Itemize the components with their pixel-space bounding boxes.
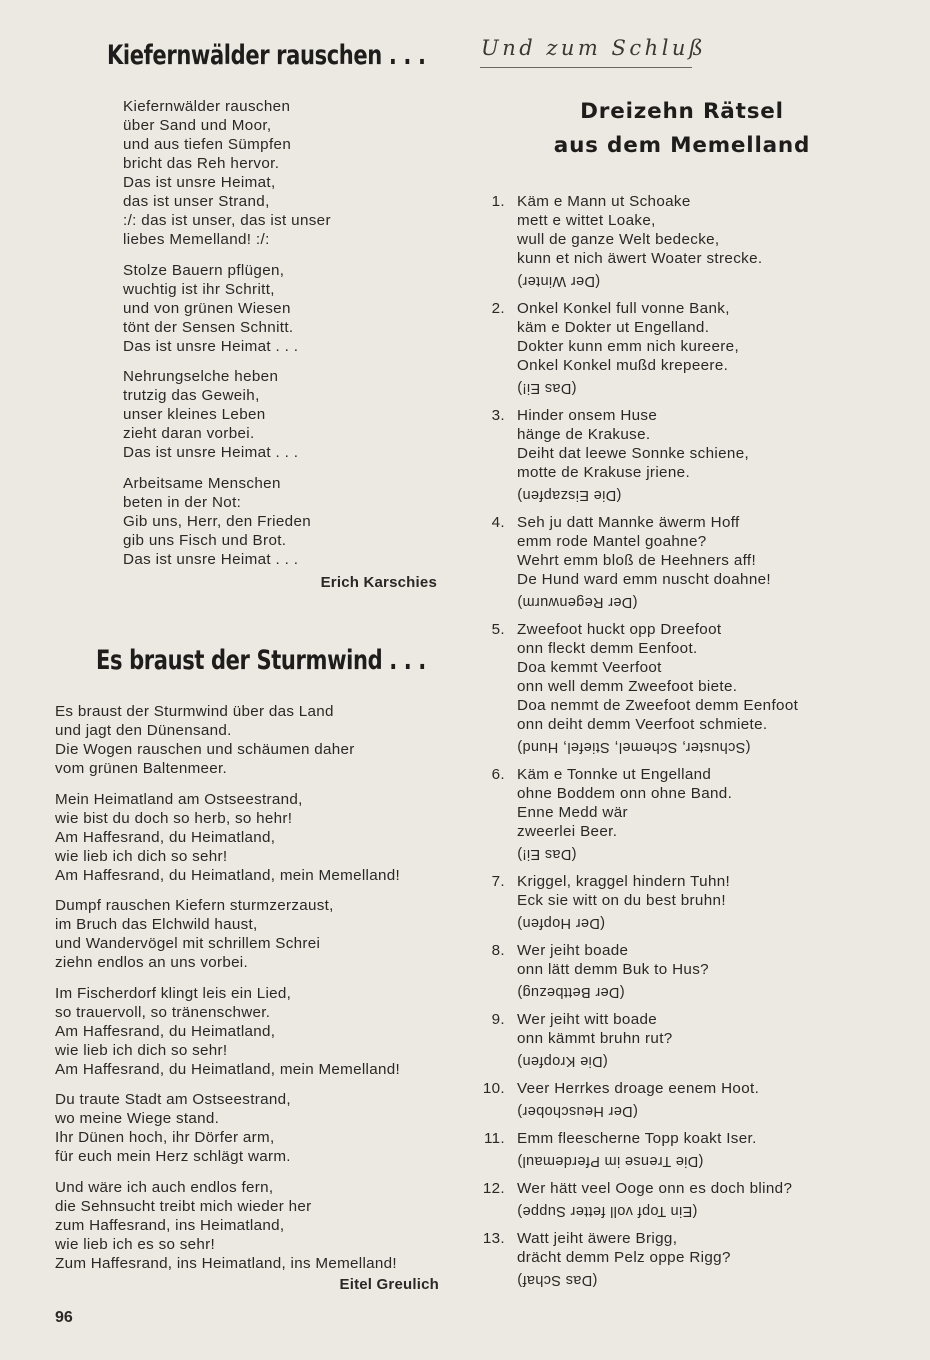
riddle-number: 11. xyxy=(483,1130,505,1147)
riddle-answer-upside-down: (Der Heuschober) xyxy=(517,1103,638,1119)
stanza xyxy=(55,702,400,778)
riddle-item xyxy=(481,1180,921,1218)
poem-line: Am Haffesrand, du Heimatland, mein Memelland! xyxy=(55,866,400,884)
page-number: 96 xyxy=(55,1309,73,1326)
poem-line: und von grünen Wiesen xyxy=(123,299,291,317)
riddle-line: Kriggel, kraggel hindern Tuhn! xyxy=(517,873,731,890)
riddle-number: 7. xyxy=(491,873,505,890)
riddle-line: Wer jeiht witt boade xyxy=(517,1011,658,1028)
riddle-answer-upside-down: (Der Hopfen) xyxy=(517,915,606,931)
poem-line: Dumpf rauschen Kiefern sturmzerzaust, xyxy=(55,897,334,914)
poem-line: unser kleines Leben xyxy=(123,406,266,423)
poem-line: wo meine Wiege stand. xyxy=(55,1110,220,1127)
riddle-number: 13. xyxy=(482,1230,505,1247)
poem-line: so trauervoll, so tränenschwer. xyxy=(55,1003,271,1021)
poem-line: Am Haffesrand, du Heimatland, xyxy=(55,828,276,846)
riddle-line: onn lätt demm Buk to Hus? xyxy=(517,961,709,978)
poem-line: und Wandervögel mit schrillem Schrei xyxy=(55,935,321,952)
riddle-line: Watt jeiht äwere Brigg, xyxy=(517,1230,678,1247)
riddle-line: Veer Herrkes droage eenem Hoot. xyxy=(517,1080,760,1097)
poem-line: Das ist unsre Heimat . . . xyxy=(123,550,299,568)
riddles-title-line1: Dreizehn Rätsel xyxy=(580,99,784,124)
poem-line: Gib uns, Herr, den Frieden xyxy=(123,512,312,530)
riddle-line: mett e wittet Loake, xyxy=(517,212,656,229)
riddle-line: Onkel Konkel full vonne Bank, xyxy=(517,300,730,317)
riddle-item xyxy=(481,942,921,999)
poem-title-sturmwind: Es braust der Sturmwind . . . xyxy=(96,645,426,676)
riddle-line: kunn et nich äwert Woater strecke. xyxy=(517,250,763,267)
riddle-answer-upside-down: (Die Trense im Pferdemaul) xyxy=(517,1153,704,1169)
riddle-answer-upside-down: (Ein Topf voll fetter Suppe) xyxy=(517,1203,698,1219)
poem-line: beten in der Not: xyxy=(123,493,242,511)
riddle-line: hänge de Krakuse. xyxy=(517,426,651,443)
riddle-line: Käm e Tonnke ut Engelland xyxy=(517,766,712,783)
poem-kiefernwaelder xyxy=(123,97,331,580)
stanza xyxy=(123,474,331,569)
riddle-item xyxy=(481,1080,921,1118)
riddle-line: motte de Krakuse jriene. xyxy=(517,464,691,481)
riddle-number: 4. xyxy=(491,514,505,531)
poem-line: Du traute Stadt am Ostseestrand, xyxy=(55,1091,291,1108)
poem-line: Es braust der Sturmwind über das Land xyxy=(55,703,334,720)
poem-line: wuchtig ist ihr Schritt, xyxy=(123,280,275,298)
author-karschies: Erich Karschies xyxy=(320,574,437,591)
poem-line: Am Haffesrand, du Heimatland, xyxy=(55,1022,276,1040)
riddle-item xyxy=(481,300,921,395)
poem-line: tönt der Sensen Schnitt. xyxy=(123,318,294,336)
poem-line: liebes Memelland! :/: xyxy=(123,231,270,248)
riddle-item xyxy=(481,1130,921,1168)
riddle-item xyxy=(481,621,921,754)
riddle-item xyxy=(481,407,921,502)
poem-line: gib uns Fisch und Brot. xyxy=(123,531,287,549)
stanza xyxy=(55,896,400,972)
riddle-line: Wer hätt veel Ooge onn es doch blind? xyxy=(517,1180,793,1197)
riddle-line: Doa kemmt Veerfoot xyxy=(517,659,662,676)
poem-title-kiefernwaelder: Kiefernwälder rauschen . . . xyxy=(107,40,426,71)
riddle-number: 9. xyxy=(491,1011,505,1028)
poem-line: Und wäre ich auch endlos fern, xyxy=(55,1178,274,1196)
poem-line: wie bist du doch so herb, so hehr! xyxy=(55,809,293,827)
riddle-line: Emm fleescherne Topp koakt Iser. xyxy=(517,1130,757,1147)
stanza xyxy=(55,984,400,1079)
riddle-line: Hinder onsem Huse xyxy=(517,407,658,424)
poem-line: Nehrungselche heben xyxy=(123,368,279,385)
riddle-list xyxy=(481,193,921,1299)
riddle-line: ohne Boddem onn ohne Band. xyxy=(517,785,733,802)
poem-line: für euch mein Herz schlägt warm. xyxy=(55,1148,291,1165)
riddle-line: onn fleckt demm Eenfoot. xyxy=(517,640,698,657)
poem-line: und jagt den Dünensand. xyxy=(55,722,232,739)
poem-line: vom grünen Baltenmeer. xyxy=(55,760,228,777)
riddle-line: wull de ganze Welt bedecke, xyxy=(517,231,720,248)
stanza xyxy=(123,261,331,356)
riddle-answer-upside-down: (Die Kropfen) xyxy=(517,1053,608,1069)
riddle-item xyxy=(481,1230,921,1287)
riddle-answer-upside-down: (Das Ei!) xyxy=(517,846,577,862)
riddle-number: 1. xyxy=(491,193,505,210)
riddle-number: 8. xyxy=(491,942,505,959)
riddle-line: Enne Medd wär xyxy=(517,804,628,821)
section-heading: Und zum Schluß xyxy=(481,36,707,60)
poem-line: Im Fischerdorf klingt leis ein Lied, xyxy=(55,984,292,1002)
author-greulich: Eitel Greulich xyxy=(339,1276,439,1293)
riddle-line: Wehrt emm bloß de Heehners aff! xyxy=(517,552,757,569)
poem-line: bricht das Reh hervor. xyxy=(123,155,280,172)
poem-line: Am Haffesrand, du Heimatland, mein Memelland! xyxy=(55,1060,400,1078)
riddle-line: onn deiht demm Veerfoot schmiete. xyxy=(517,716,768,733)
riddle-line: Deiht dat leewe Sonnke schiene, xyxy=(517,445,750,462)
poem-line: wie lieb ich dich so sehr! xyxy=(55,1041,228,1059)
poem-line: das ist unser Strand, xyxy=(123,193,270,210)
stanza xyxy=(123,367,331,462)
riddle-number: 10. xyxy=(482,1080,505,1097)
riddle-line: Käm e Mann ut Schoake xyxy=(517,193,691,210)
riddles-title-line2: aus dem Memelland xyxy=(553,133,811,158)
riddle-line: drächt demm Pelz oppe Rigg? xyxy=(517,1249,731,1266)
riddle-number: 12. xyxy=(482,1180,505,1197)
riddle-item xyxy=(481,514,921,609)
poem-line: trutzig das Geweih, xyxy=(123,387,260,404)
poem-line: :/: das ist unser, das ist unser xyxy=(123,212,331,229)
poem-line: im Bruch das Elchwild haust, xyxy=(55,916,258,933)
poem-sturmwind xyxy=(55,702,400,1284)
riddle-answer-upside-down: (Der Winter) xyxy=(517,273,601,289)
riddle-item xyxy=(481,873,921,930)
riddle-line: Doa nemmt de Zweefoot demm Eenfoot xyxy=(517,697,799,714)
poem-line: Kiefernwälder rauschen xyxy=(123,98,291,115)
poem-line: Arbeitsame Menschen xyxy=(123,474,281,492)
riddle-line: käm e Dokter ut Engelland. xyxy=(517,319,710,336)
riddle-line: Onkel Konkel mußd krepeere. xyxy=(517,357,729,374)
poem-line: Stolze Bauern pflügen, xyxy=(123,261,285,279)
riddle-answer-upside-down: (Die Eiszapfen) xyxy=(517,487,622,503)
poem-line: Das ist unsre Heimat . . . xyxy=(123,337,299,355)
poem-line: wie lieb ich es so sehr! xyxy=(55,1235,215,1253)
poem-line: zieht daran vorbei. xyxy=(123,425,255,442)
poem-line: über Sand und Moor, xyxy=(123,117,272,134)
riddle-answer-upside-down: (Der Bettbezug) xyxy=(517,984,625,1000)
riddle-line: De Hund ward emm nuscht doahne! xyxy=(517,571,771,588)
riddle-answer-upside-down: (Das Schaf) xyxy=(517,1272,598,1288)
riddle-number: 3. xyxy=(491,407,505,424)
riddle-answer-upside-down: (Schuster, Schemel, Stiefel, Hund) xyxy=(517,739,751,755)
riddle-number: 6. xyxy=(491,766,505,783)
riddle-line: Dokter kunn emm nich kureere, xyxy=(517,338,740,355)
riddle-number: 2. xyxy=(491,300,505,317)
poem-line: Die Wogen rauschen und schäumen daher xyxy=(55,741,355,758)
riddle-line: onn kämmt bruhn rut? xyxy=(517,1030,673,1047)
riddle-line: Zweefoot huckt opp Dreefoot xyxy=(517,621,722,638)
riddle-line: onn well demm Zweefoot biete. xyxy=(517,678,738,695)
riddle-item xyxy=(481,193,921,288)
poem-line: wie lieb ich dich so sehr! xyxy=(55,847,228,865)
stanza xyxy=(123,97,331,249)
riddle-answer-upside-down: (Der Regenwurm) xyxy=(517,594,638,610)
riddle-line: emm rode Mantel goahne? xyxy=(517,533,707,550)
riddle-line: zweerlei Beer. xyxy=(517,823,618,840)
poem-line: zum Haffesrand, ins Heimatland, xyxy=(55,1216,285,1234)
riddle-number: 5. xyxy=(491,621,505,638)
poem-line: Mein Heimatland am Ostseestrand, xyxy=(55,790,303,808)
riddle-answer-upside-down: (Das Ei!) xyxy=(517,380,577,396)
stanza xyxy=(55,790,400,885)
riddle-line: Seh ju datt Mannke äwerm Hoff xyxy=(517,514,740,531)
poem-line: Das ist unsre Heimat . . . xyxy=(123,444,299,461)
poem-line: Das ist unsre Heimat, xyxy=(123,174,276,191)
section-divider xyxy=(480,67,692,68)
poem-line: und aus tiefen Sümpfen xyxy=(123,136,292,153)
riddle-line: Wer jeiht boade xyxy=(517,942,629,959)
riddle-item xyxy=(481,1011,921,1068)
poem-line: ziehn endlos an uns vorbei. xyxy=(55,954,249,971)
riddle-item xyxy=(481,766,921,861)
riddle-line: Eck sie witt on du best bruhn! xyxy=(517,892,726,909)
poem-line: die Sehnsucht treibt mich wieder her xyxy=(55,1197,312,1215)
stanza xyxy=(55,1178,400,1273)
poem-line: Zum Haffesrand, ins Heimatland, ins Memelland! xyxy=(55,1254,397,1272)
poem-line: Ihr Dünen hoch, ihr Dörfer arm, xyxy=(55,1129,275,1146)
stanza xyxy=(55,1090,400,1166)
